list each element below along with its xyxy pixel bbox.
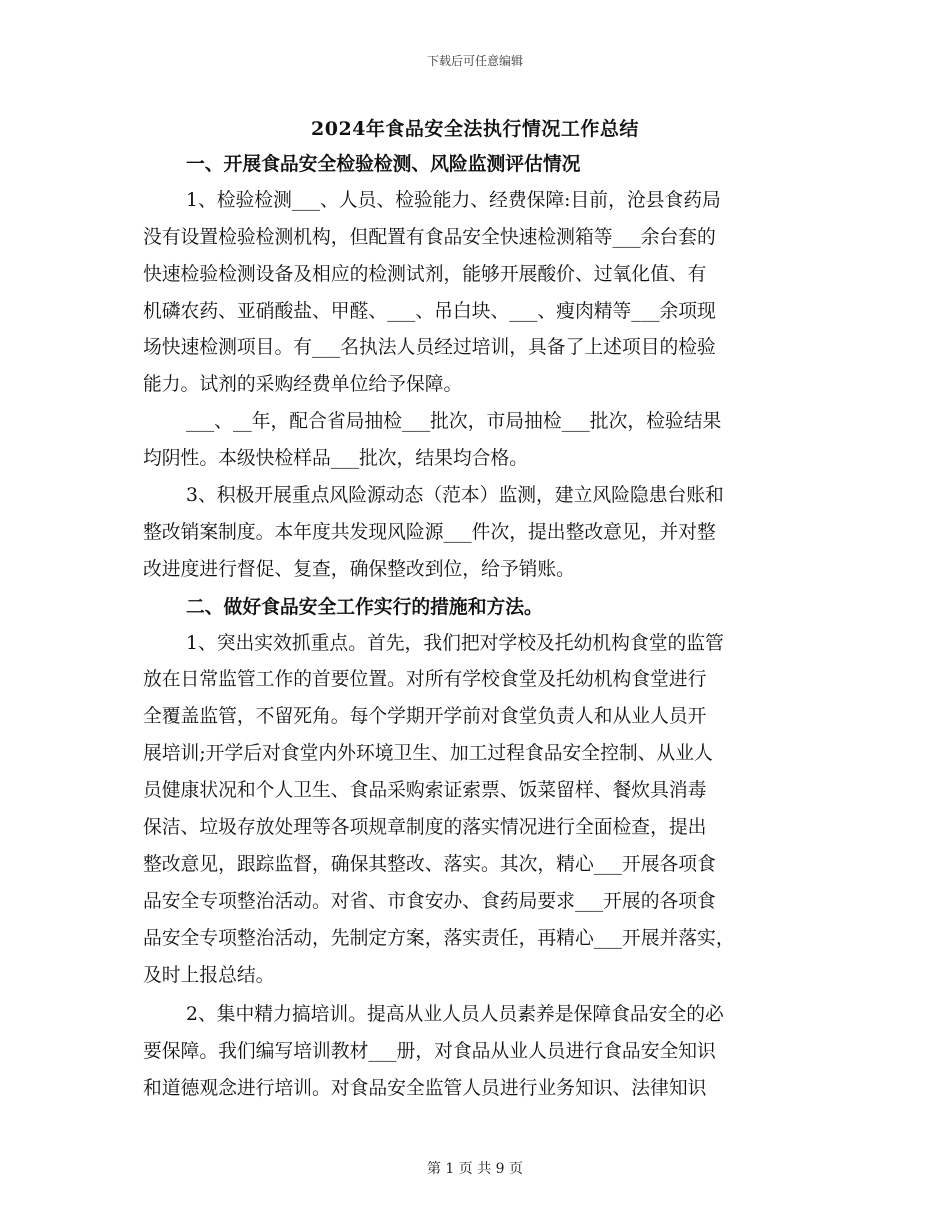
paragraph-line: 没有设置检验检测机构，但配置有食品安全快速检测箱等___余台套的 — [143, 226, 716, 248]
section-heading-1: 一、开展食品安全检验检测、风险监测评估情况 — [186, 153, 581, 175]
paragraph-line: 要保障。我们编写培训教材___册，对食品从业人员进行食品安全知识 — [143, 1041, 716, 1063]
paragraph-line: 员健康状况和个人卫生、食品采购索证索票、饭菜留样、餐炊具消毒 — [143, 780, 707, 802]
document-title: 2024年食品安全法执行情况工作总结 — [311, 118, 639, 140]
paragraph-line: 3、积极开展重点风险源动态（范本）监测，建立风险隐患台账和 — [186, 485, 724, 507]
paragraph-line: ___、__年，配合省局抽检___批次，市局抽检___批次，检验结果 — [186, 411, 722, 433]
page-footer: 第 1 页 共 9 页 — [426, 1161, 524, 1177]
paragraph-line: 场快速检测项目。有___名执法人员经过培训，具备了上述项目的检验 — [143, 337, 716, 359]
document-body — [143, 146, 808, 1108]
paragraph-line: 快速检验检测设备及相应的检测试剂，能够开展酸价、过氧化值、有 — [143, 263, 707, 285]
paragraph-line: 和道德观念进行培训。对食品安全监管人员进行业务知识、法律知识 — [143, 1078, 707, 1100]
paragraph-line: 品安全专项整治活动。对省、市食安办、食药局要求___开展的各项食 — [143, 890, 716, 912]
paragraph-line: 2、集中精力搞培训。提高从业人员人员素养是保障食品安全的必 — [186, 1004, 724, 1026]
paragraph-line: 1、突出实效抓重点。首先，我们把对学校及托幼机构食堂的监管 — [186, 632, 724, 654]
paragraph-line: 机磷农药、亚硝酸盐、甲醛、___、吊白块、___、瘦肉精等___余项现 — [143, 300, 716, 322]
paragraph-line: 改进度进行督促、复查，确保整改到位，给予销账。 — [143, 558, 575, 580]
header-note: 下载后可任意编辑 — [426, 54, 523, 68]
section-heading-2: 二、做好食品安全工作实行的措施和方法。 — [186, 595, 543, 618]
paragraph-line: 整改销案制度。本年度共发现风险源___件次，提出整改意见，并对整 — [143, 521, 716, 543]
paragraph-line: 及时上报总结。 — [143, 964, 275, 986]
paragraph-line: 1、检验检测___、人员、检验能力、经费保障:目前，沧县食药局 — [186, 189, 721, 211]
paragraph-line: 保洁、垃圾存放处理等各项规章制度的落实情况进行全面检查，提出 — [143, 817, 707, 839]
paragraph-line: 全覆盖监管，不留死角。每个学期开学前对食堂负责人和从业人员开 — [143, 706, 707, 728]
paragraph-line: 能力。试剂的采购经费单位给予保障。 — [143, 374, 463, 396]
paragraph-line: 整改意见，跟踪监督，确保其整改、落实。其次，精心___开展各项食 — [143, 853, 716, 875]
paragraph-line: 展培训;开学后对食堂内外环境卫生、加工过程食品安全控制、从业人 — [143, 743, 713, 765]
paragraph-line: 品安全专项整治活动，先制定方案，落实责任，再精心___开展并落实， — [143, 927, 735, 949]
paragraph-line: 放在日常监管工作的首要位置。对所有学校食堂及托幼机构食堂进行 — [143, 669, 707, 691]
paragraph-line: 均阴性。本级快检样品___批次，结果均合格。 — [143, 448, 529, 470]
